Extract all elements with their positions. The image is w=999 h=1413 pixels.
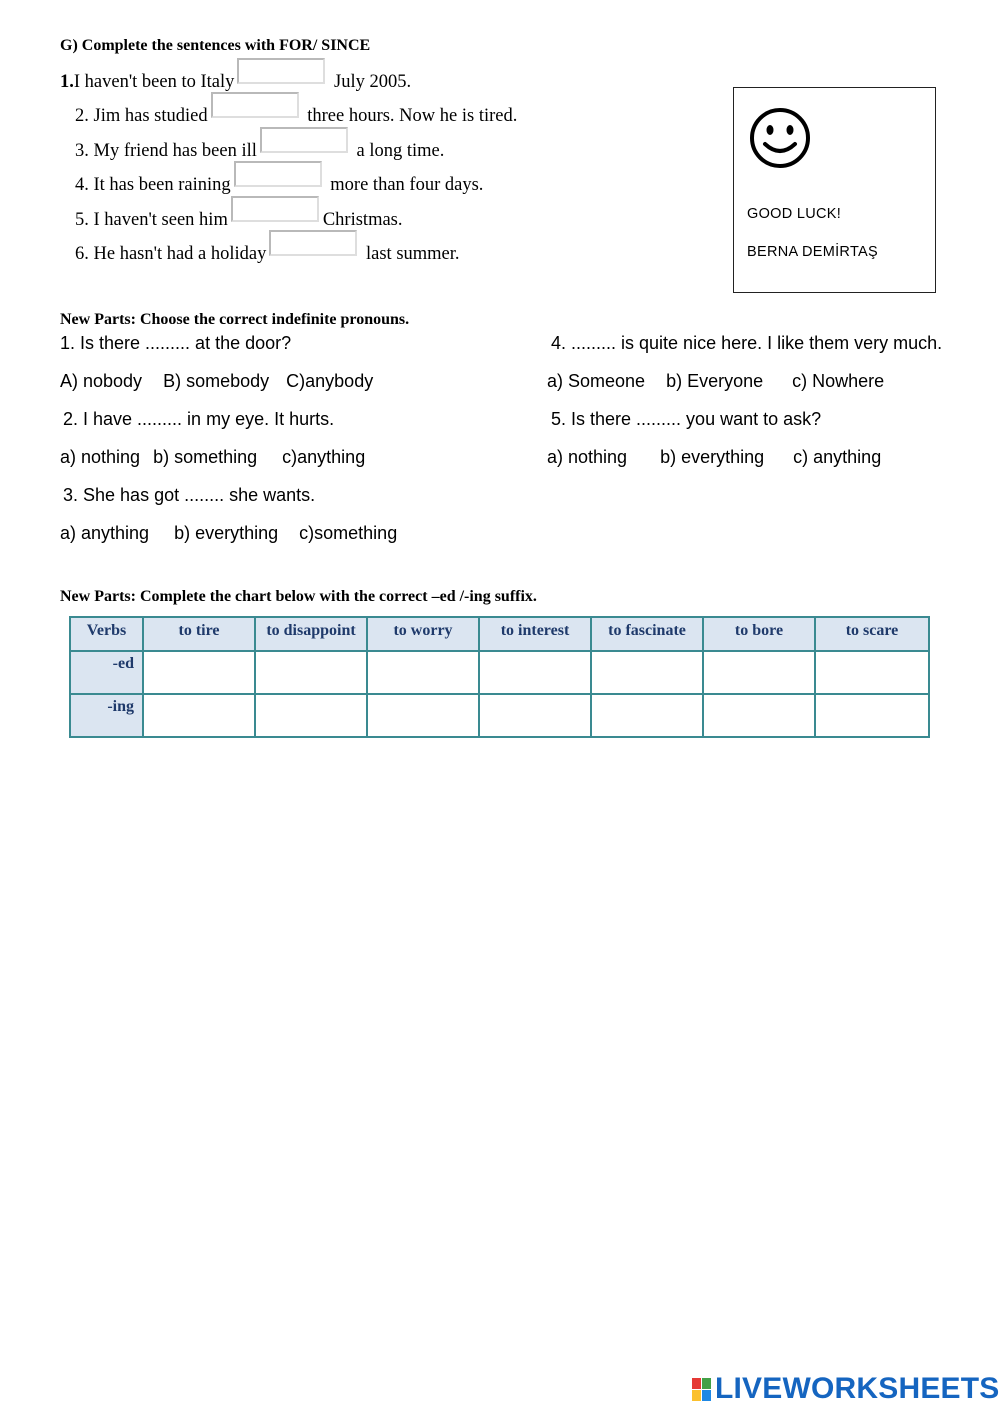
sentence-number: 5.	[75, 210, 94, 230]
answer-cell[interactable]	[479, 694, 591, 737]
pronoun-question-1: 1. Is there ......... at the door?	[60, 333, 292, 353]
answer-cell[interactable]	[591, 694, 703, 737]
verb-header: to bore	[703, 617, 815, 651]
answer-cell[interactable]	[479, 651, 591, 694]
pronoun-question-4: 4. ......... is quite nice here. I like them very much.	[551, 333, 943, 353]
row-label-ed: -ed	[70, 651, 143, 694]
verb-header: to fascinate	[591, 617, 703, 651]
sentence-number: 4.	[75, 175, 94, 195]
answer-blank-3[interactable]	[260, 127, 348, 153]
option-a[interactable]: A) nobody	[60, 371, 143, 391]
pronouns-heading: New Parts: Choose the correct indefinite pronouns.	[60, 311, 410, 328]
sentence-text-before: My friend has been ill	[93, 141, 257, 161]
sentence-number: 6.	[75, 244, 94, 264]
answer-cell[interactable]	[367, 651, 479, 694]
chart-header-row	[70, 617, 929, 651]
option-c[interactable]: c) anything	[793, 447, 882, 467]
option-a[interactable]: a) anything	[60, 523, 150, 543]
chart-row-ing	[70, 694, 929, 737]
option-b[interactable]: B) somebody	[163, 371, 270, 391]
verbs-header: Verbs	[70, 617, 143, 651]
logo-block-green	[702, 1378, 711, 1389]
answer-blank-6[interactable]	[269, 230, 357, 256]
answer-blank-1[interactable]	[237, 58, 325, 84]
logo-block-yellow	[692, 1390, 701, 1401]
pronoun-options-1	[60, 369, 373, 393]
row-label-ing: -ing	[70, 694, 143, 737]
sentence-text-after: a long time.	[351, 141, 445, 161]
chart-row-ed	[70, 651, 929, 694]
pronoun-question-2: 2. I have ......... in my eye. It hurts.	[63, 409, 335, 429]
good-luck-box	[733, 87, 936, 293]
answer-cell[interactable]	[143, 694, 255, 737]
sentence-text-before: I haven't been to Italy	[73, 72, 235, 92]
good-luck-text: GOOD LUCK!	[747, 206, 842, 222]
pronoun-options-2	[60, 445, 365, 469]
sentence-number: 2.	[75, 106, 94, 126]
answer-cell[interactable]	[815, 651, 929, 694]
pronoun-question-3: 3. She has got ........ she wants.	[63, 485, 316, 505]
verb-header: to scare	[815, 617, 929, 651]
answer-blank-2[interactable]	[211, 92, 299, 118]
pronoun-options-4	[547, 369, 884, 393]
sentence-text-after: July 2005.	[329, 72, 412, 92]
verb-header: to interest	[479, 617, 591, 651]
answer-cell[interactable]	[143, 651, 255, 694]
option-b[interactable]: b) Everyone	[666, 371, 764, 391]
verb-header: to tire	[143, 617, 255, 651]
author-name: BERNA DEMİRTAŞ	[747, 244, 878, 260]
sentence-text-after: Christmas.	[322, 210, 403, 230]
sentence-text-after: more than four days.	[325, 175, 484, 195]
answer-cell[interactable]	[367, 694, 479, 737]
sentence-text-before: Jim has studied	[93, 106, 208, 126]
option-c[interactable]: c)something	[299, 523, 398, 543]
answer-cell[interactable]	[255, 651, 367, 694]
section-g-heading: G) Complete the sentences with FOR/ SINCE	[60, 37, 371, 54]
smiley-face-icon	[748, 106, 812, 170]
sentence-text-before: I haven't seen him	[93, 210, 228, 230]
logo-block-blue	[702, 1390, 711, 1401]
answer-blank-5[interactable]	[231, 196, 319, 222]
option-a[interactable]: a) nothing	[547, 447, 628, 467]
option-b[interactable]: b) everything	[660, 447, 765, 467]
sentence-text-before: It has been raining	[93, 175, 231, 195]
suffix-chart	[69, 616, 930, 738]
answer-cell[interactable]	[591, 651, 703, 694]
logo-block-red	[692, 1378, 701, 1389]
sentence-number: 3.	[75, 141, 94, 161]
logo-text: LIVEWORKSHEETS	[715, 1372, 999, 1405]
sentence-text-after: three hours. Now he is tired.	[302, 106, 518, 126]
verb-header: to worry	[367, 617, 479, 651]
verb-header: to disappoint	[255, 617, 367, 651]
answer-cell[interactable]	[703, 651, 815, 694]
option-c[interactable]: c)anything	[282, 447, 366, 467]
option-a[interactable]: a) Someone	[547, 371, 646, 391]
option-b[interactable]: b) everything	[174, 523, 279, 543]
answer-cell[interactable]	[703, 694, 815, 737]
answer-blank-4[interactable]	[234, 161, 322, 187]
sentence-6	[75, 239, 460, 269]
sentence-text-before: He hasn't had a holiday	[93, 244, 267, 264]
suffix-heading: New Parts: Complete the chart below with the correct –ed /-ing suffix.	[60, 588, 537, 605]
pronoun-options-5	[547, 445, 881, 469]
pronoun-options-3	[60, 521, 397, 545]
pronoun-question-5: 5. Is there ......... you want to ask?	[551, 409, 822, 429]
option-b[interactable]: b) something	[153, 447, 258, 467]
option-a[interactable]: a) nothing	[60, 447, 141, 467]
sentence-text-after: last summer.	[361, 244, 460, 264]
answer-cell[interactable]	[815, 694, 929, 737]
logo-blocks-icon	[692, 1378, 712, 1402]
answer-cell[interactable]	[255, 694, 367, 737]
option-c[interactable]: c) Nowhere	[792, 371, 885, 391]
option-c[interactable]: C)anybody	[286, 371, 374, 391]
sentence-number: 1.	[60, 72, 74, 92]
